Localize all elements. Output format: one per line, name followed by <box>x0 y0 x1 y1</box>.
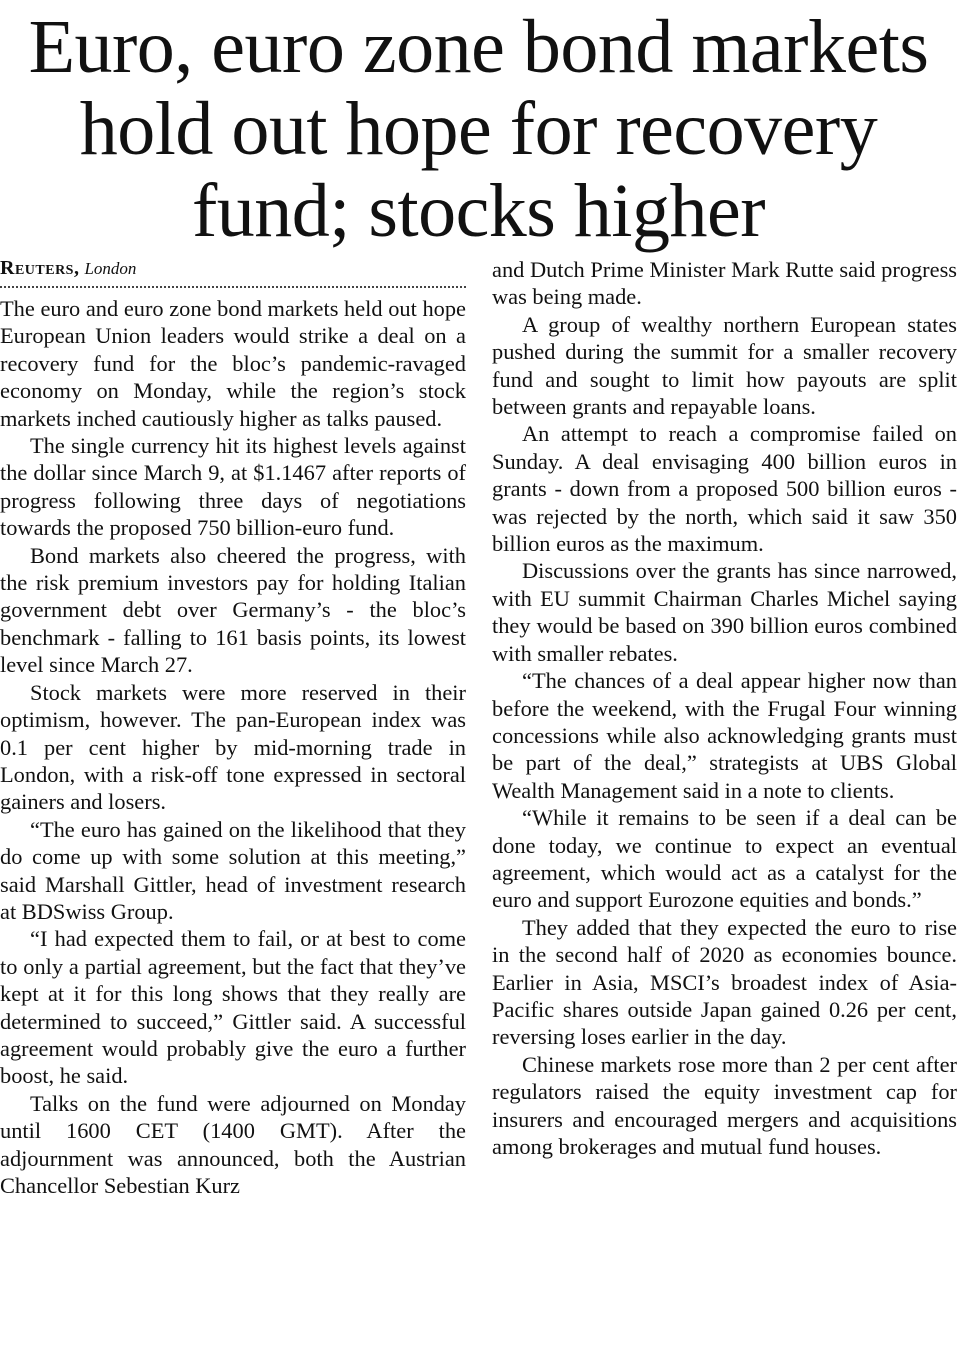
article-column-right <box>492 256 957 1160</box>
paragraph: Stock markets were more reserved in their optimism, however. The pan-European index was 0.1 per cent higher by mid-morning trade in London, with a risk-off tone expressed in sectoral gainers and losers. <box>0 679 466 815</box>
paragraph: “The chances of a deal appear higher now than before the weekend, with the Frugal Four winning concessions while also acknowledging grants must be part of the deal,” strategists at UBS Global Wealth Management said in a note to clients. <box>492 668 957 803</box>
byline-place: London <box>84 259 137 278</box>
paragraph: The euro and euro zone bond markets held out hope European Union leaders would strike a deal on a recovery fund for the bloc’s pandemic-ravaged economy on Monday, while the region’s stock markets inched cautiously higher as talks paused. <box>0 296 466 431</box>
paragraph: “The euro has gained on the likelihood that they do come up with some solution at this meeting,” said Marshall Gittler, head of investment research at BDSwiss Group. <box>0 816 466 924</box>
paragraph: They added that they expected the euro to rise in the second half of 2020 as economies bounce. Earlier in Asia, MSCI’s broadest index of Asia-Pacific shares outside Japan gained 0.26 per cent, reversing loses earlier in the day. <box>492 914 957 1050</box>
byline <box>0 256 466 288</box>
article-column-left <box>0 256 466 1199</box>
paragraph: “I had expected them to fail, or at best to come to only a partial agreement, but the fact that they’ve kept at it for this long shows that they really are determined to succeed,” Gittler said. A successful agreement would probably give the euro a further boost, he said. <box>0 926 466 1089</box>
paragraph: Chinese markets rose more than 2 per cent after regulators raised the equity investment cap for insurers and encouraged mergers and acquisitions among brokerages and mutual fund houses. <box>492 1051 957 1159</box>
paragraph: Discussions over the grants has since narrowed, with EU summit Chairman Charles Michel saying they would be based on 390 billion euros combined with smaller rebates. <box>492 558 957 666</box>
paragraph: The single currency hit its highest levels against the dollar since March 9, at $1.1467 after reports of progress following three days of negotiations towards the proposed 750 billion-euro fund. <box>0 433 466 541</box>
paragraph: Talks on the fund were adjourned on Monday until 1600 CET (1400 GMT). After the adjournment was announced, both the Austrian Chancellor Sebestian Kurz <box>0 1090 466 1198</box>
paragraph: A group of wealthy northern European states pushed during the summit for a smaller recovery fund and sought to limit how payouts are split between grants and repayable loans. <box>492 311 957 420</box>
byline-agency: Reuters, <box>0 257 80 279</box>
paragraph: and Dutch Prime Minister Mark Rutte said progress was being made. <box>492 257 957 310</box>
paragraph: “While it remains to be seen if a deal can be done today, we continue to expect an eventual agreement, which would act as a catalyst for the euro and support Eurozone equities and bonds.” <box>492 805 957 913</box>
headline: Euro, euro zone bond markets hold out hope for recovery fund; stocks higher <box>28 5 929 253</box>
paragraph: An attempt to reach a compromise failed on Sunday. A deal envisaging 400 billion euros in grants - down from a proposed 500 billion euros - was rejected by the north, which said it saw 350 billion euros as the maximum. <box>492 421 957 557</box>
paragraph: Bond markets also cheered the progress, with the risk premium investors pay for holding Italian government debt over Germany’s - the bloc’s benchmark - falling to 161 basis points, its lowest level since March 27. <box>0 542 466 678</box>
